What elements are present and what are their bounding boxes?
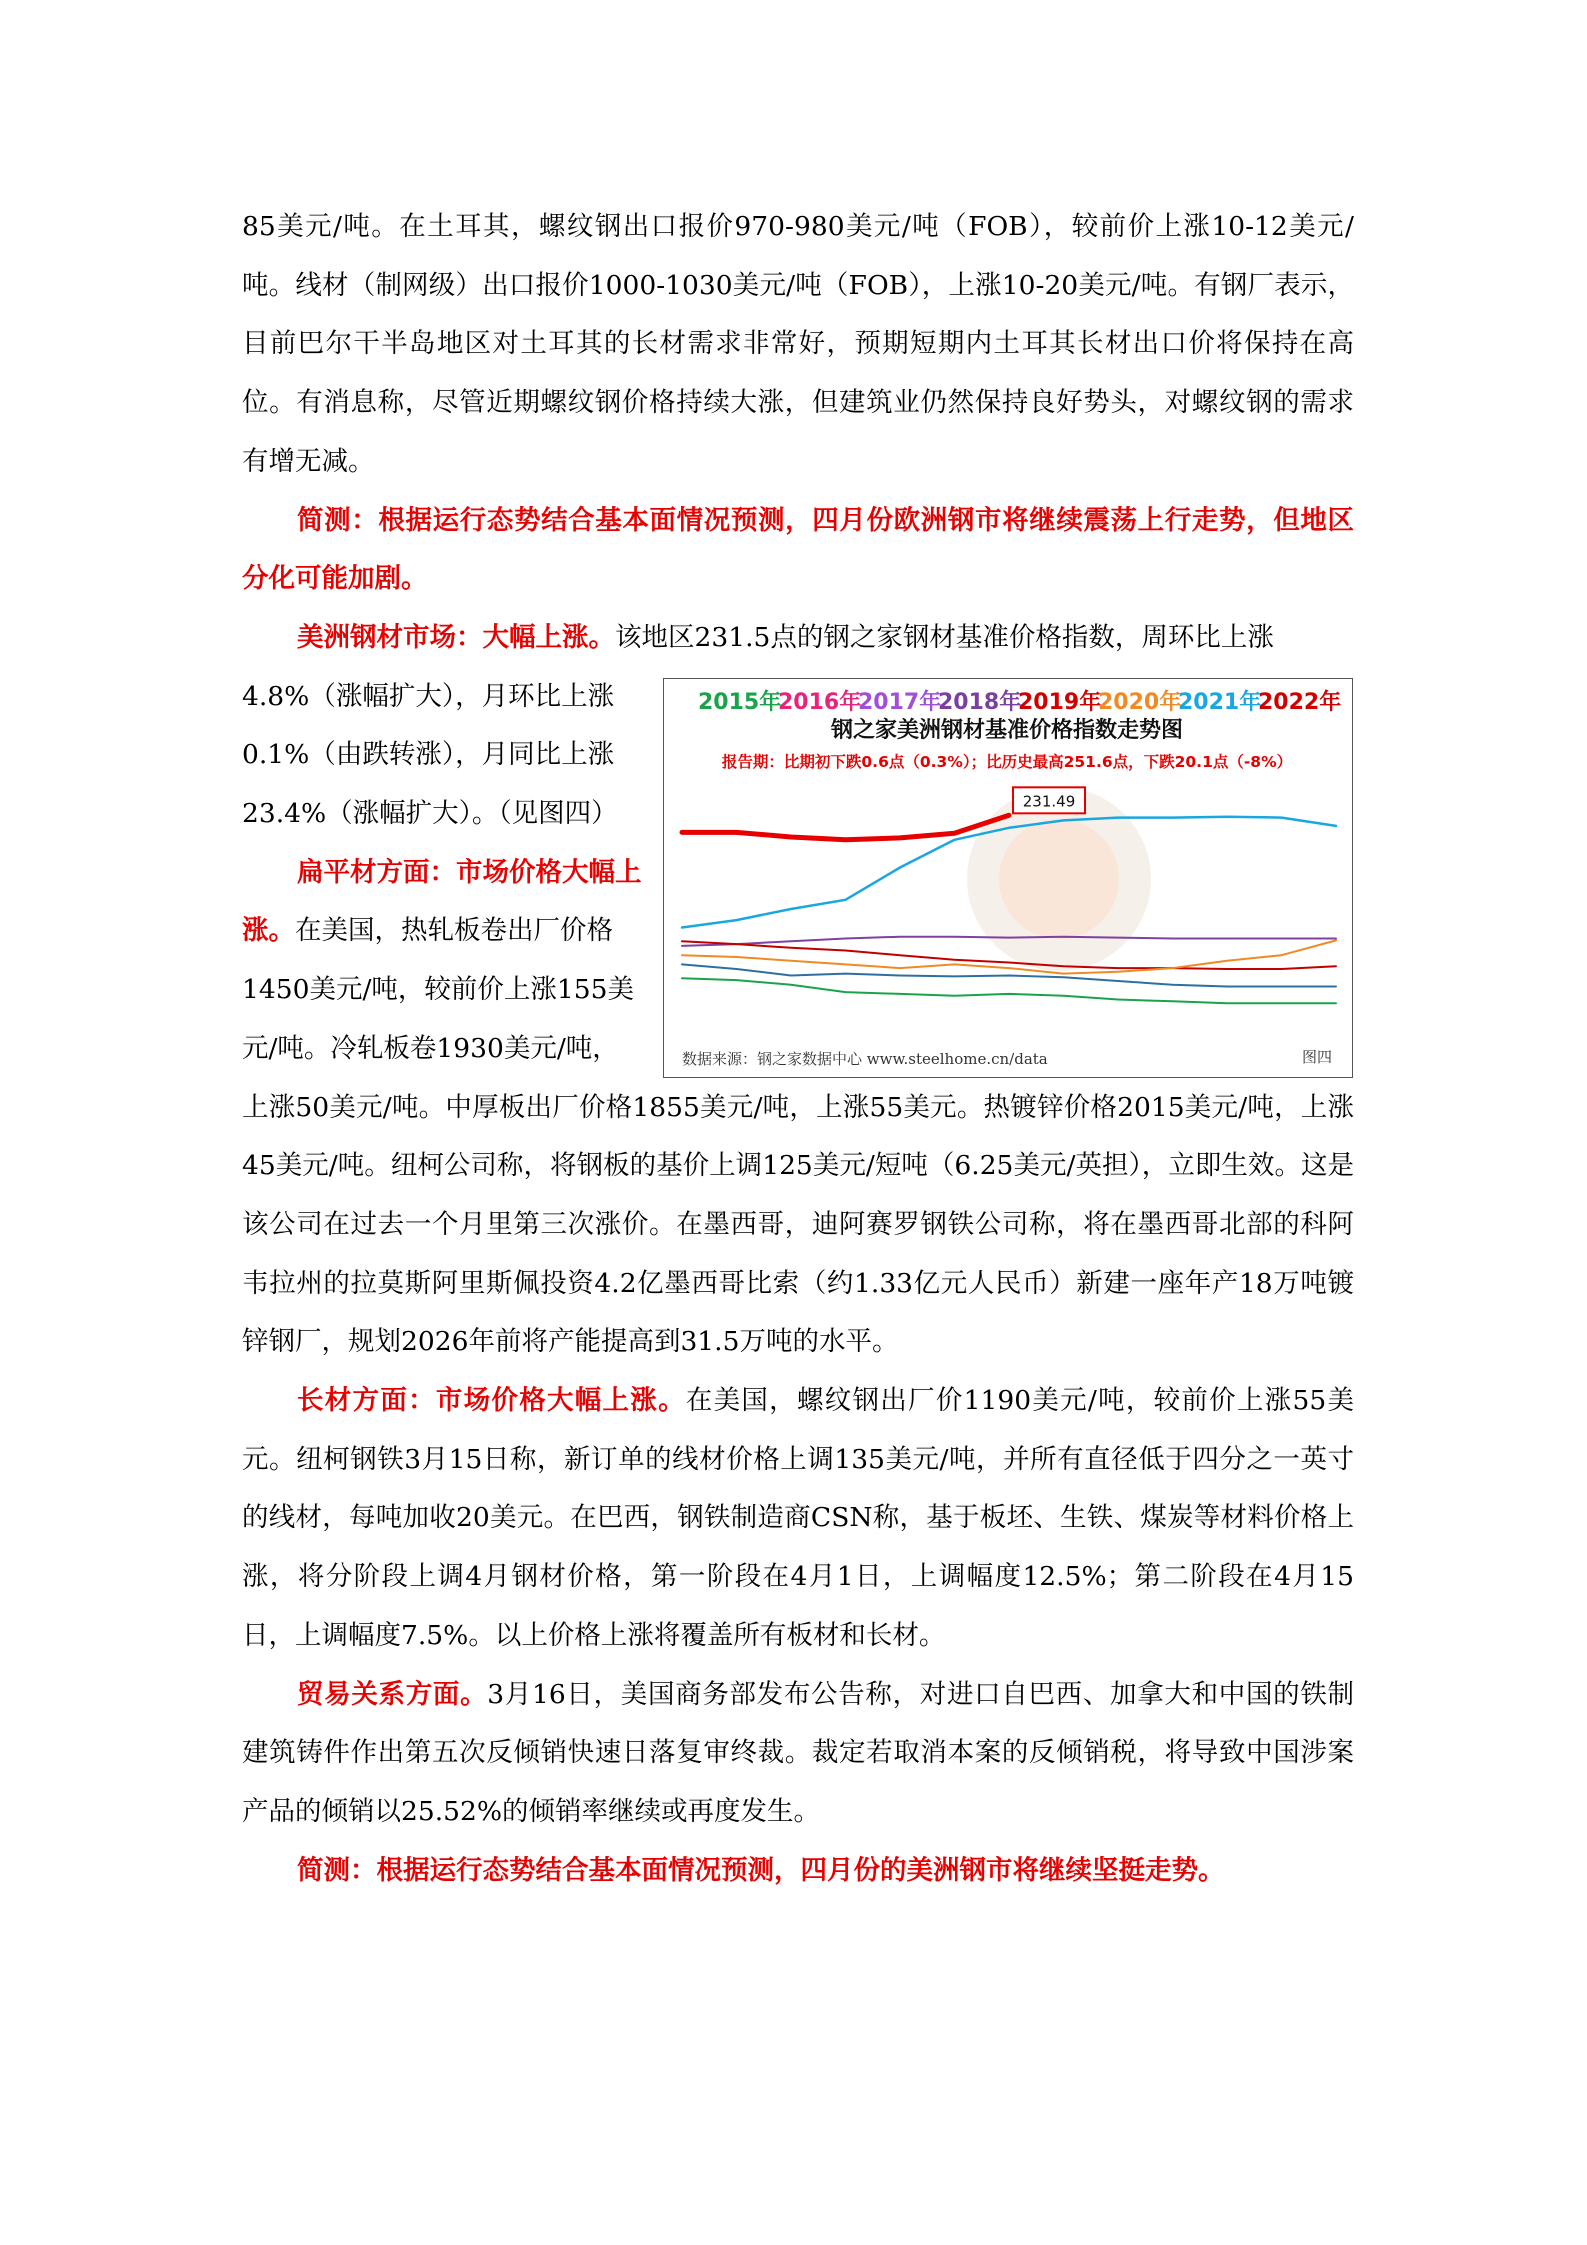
americas-line2: 4.8%（涨幅扩大），月环比上涨 bbox=[242, 680, 615, 712]
forecast-europe: 简测：根据运行态势结合基本面情况预测，四月份欧洲钢市将继续震荡上行走势，但地区分化可能加剧。 bbox=[242, 504, 1354, 595]
chart-subtitle: 报告期：比期初下跌0.6点（0.3%）；比历史最高251.6点，下跌20.1点（-8%） bbox=[721, 752, 1293, 771]
paragraph-americas-line1 bbox=[242, 609, 1354, 668]
paragraph-long bbox=[242, 1372, 1354, 1666]
flat-rest: 上涨50美元/吨。中厚板出厂价格1855美元/吨，上涨55美元。热镀锌价格2015美元/吨，上涨45美元/吨。纽柯公司称，将钢板的基价上调125美元/短吨（6.25美元/英担），立即生效。这是该公司在过去一个月里第三次涨价。在墨西哥，迪阿赛罗钢铁公司称，将在墨西哥北部的科阿韦拉州的拉莫斯阿里斯佩投资4.2亿墨西哥比索（约1.33亿元人民币）新建一座年产18万吨镀锌钢厂，规划2026年前将产能提高到31.5万吨的水平。 bbox=[242, 1091, 1354, 1358]
long-body: 在美国，螺纹钢出厂价1190美元/吨，较前价上涨55美元。纽柯钢铁3月15日称，新订单的线材价格上调135美元/吨，并所有直径低于四分之一英寸的线材，每吨加收20美元。在巴西，钢铁制造商CSN称，基于板坯、生铁、煤炭等材料价格上涨，将分阶段上调4月钢材价格，第一阶段在4月1日，上调幅度12.5%；第二阶段在4月15日，上调幅度7.5%。以上价格上涨将覆盖所有板材和长材。 bbox=[242, 1385, 1355, 1651]
title-year-1: 2016年 bbox=[778, 689, 862, 715]
chart-svg bbox=[664, 679, 1351, 1076]
americas-line4: 23.4%（涨幅扩大）。（见图四） bbox=[242, 798, 618, 830]
flat-line1 bbox=[242, 902, 654, 961]
watermark-inner bbox=[999, 819, 1119, 939]
title-year-0: 2015年 bbox=[698, 689, 782, 715]
flat-heading-end: 涨。 bbox=[242, 915, 295, 947]
title-year-7: 2022年 bbox=[1258, 689, 1342, 715]
americas-heading: 美洲钢材市场：大幅上涨。 bbox=[297, 621, 615, 653]
chart-wrap-section bbox=[242, 668, 1354, 1079]
paragraph-europe-cont: 85美元/吨。在土耳其，螺纹钢出口报价970-980美元/吨（FOB），较前价上涨10-12美元/吨。线材（制网级）出口报价1000-1030美元/吨（FOB），上涨10-20美元/吨。有钢厂表示，目前巴尔干半岛地区对土耳其的长材需求非常好，预期短期内土耳其长材出口价将保持在高位。有消息称，尽管近期螺纹钢价格持续大涨，但建筑业仍然保持良好势头，对螺纹钢的需求有增无减。 bbox=[242, 211, 1354, 477]
trade-heading: 贸易关系方面。 bbox=[297, 1678, 488, 1710]
paragraph-trade bbox=[242, 1666, 1354, 1842]
chart-title: 钢之家美洲钢材基准价格指数走势图 bbox=[830, 717, 1184, 743]
chart-source: 数据来源：钢之家数据中心 www.steelhome.cn/data bbox=[682, 1049, 1048, 1068]
title-year-2: 2017年 bbox=[858, 689, 942, 715]
title-year-6: 2021年 bbox=[1178, 689, 1262, 715]
document-page bbox=[242, 198, 1354, 1900]
flat-line2: 1450美元/吨，较前价上涨155美 bbox=[242, 974, 634, 1006]
title-year-3: 2018年 bbox=[938, 689, 1022, 715]
trade-body: 3月16日，美国商务部发布公告称，对进口自巴西、加拿大和中国的铁制建筑铸件作出第五次反倾销快速日落复审终裁。裁定若取消本案的反倾销税，将导致中国涉案产品的倾销以25.52%的倾销率继续或再度发生。 bbox=[242, 1678, 1354, 1827]
flat-text1: 在美国，热轧板卷出厂价格 bbox=[295, 915, 613, 947]
figure-label: 图四 bbox=[1301, 1047, 1332, 1066]
long-heading: 长材方面：市场价格大幅上涨。 bbox=[297, 1385, 686, 1417]
wrap-left-column bbox=[242, 668, 654, 1079]
series-line-6 bbox=[682, 815, 1009, 840]
flat-heading-line bbox=[242, 844, 654, 903]
title-year-4: 2019年 bbox=[1018, 689, 1102, 715]
flat-line3: 元/吨。冷轧板卷1930美元/吨， bbox=[242, 1032, 619, 1064]
forecast-americas: 简测：根据运行态势结合基本面情况预测，四月份的美洲钢市将继续坚挺走势。 bbox=[297, 1854, 1225, 1886]
americas-intro: 该地区231.5点的钢之家钢材基准价格指数，周环比上涨 bbox=[615, 621, 1274, 653]
title-year-5: 2020年 bbox=[1098, 689, 1182, 715]
figure-4-chart bbox=[663, 678, 1353, 1078]
callout-value: 231.49 bbox=[1022, 791, 1076, 810]
series-line-5 bbox=[682, 978, 1336, 1003]
flat-heading: 扁平材方面：市场价格大幅上 bbox=[297, 856, 642, 888]
americas-line3: 0.1%（由跌转涨），月同比上涨 bbox=[242, 739, 615, 771]
